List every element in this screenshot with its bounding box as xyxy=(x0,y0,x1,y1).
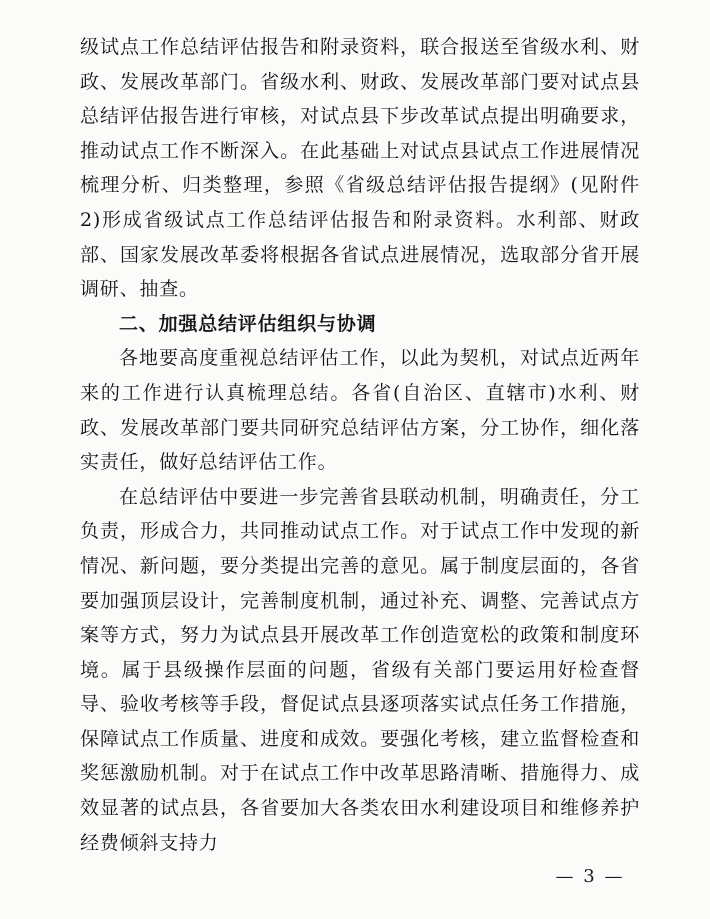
section-heading: 二、加强总结评估组织与协调 xyxy=(119,312,377,335)
paragraph-continuation: 级试点工作总结评估报告和附录资料，联合报送至省级水利、财政、发展改革部门。省级水利、财政、发展改革部门要对试点县总结评估报告进行审核，对试点县下步改革试点提出明确要求，推动试点工作不断深入。在此基础上对试点县试点工作进展情况梳理分析、归类整理，参照《省级总结评估报告提纲》(见附件2)形成省级试点工作总结评估报告和附录资料。水利部、财政部、国家发展改革委将根据各省试点进展情况，选取部分省开展调研、抽查。 xyxy=(80,36,640,301)
page-number: — 3 — xyxy=(555,866,625,887)
body-text xyxy=(80,30,640,860)
paragraph-coordination: 在总结评估中要进一步完善省县联动机制，明确责任，分工负责，形成合力，共同推动试点工作。对于试点工作中发现的新情况、新问题，要分类提出完善的意见。属于制度层面的，各省要加强顶层设计，完善制度机制，通过补充、调整、完善试点方案等方式，努力为试点县开展改革工作创造宽松的政策和制度环境。属于县级操作层面的问题，省级有关部门要运用好检查督导、验收考核等手段，督促试点县逐项落实试点任务工作措施，保障试点工作质量、进度和成效。要强化考核，建立监督检查和奖惩激励机制。对于在试点工作中改革思路清晰、措施得力、成效显著的试点县，各省要加大各类农田水利建设项目和维修养护经费倾斜支持力 xyxy=(80,485,640,854)
paragraph-organization: 各地要高度重视总结评估工作，以此为契机，对试点近两年来的工作进行认真梳理总结。各省(自治区、直辖市)水利、财政、发展改革部门要共同研究总结评估方案，分工协作，细化落实责任，做好总结评估工作。 xyxy=(80,347,640,474)
